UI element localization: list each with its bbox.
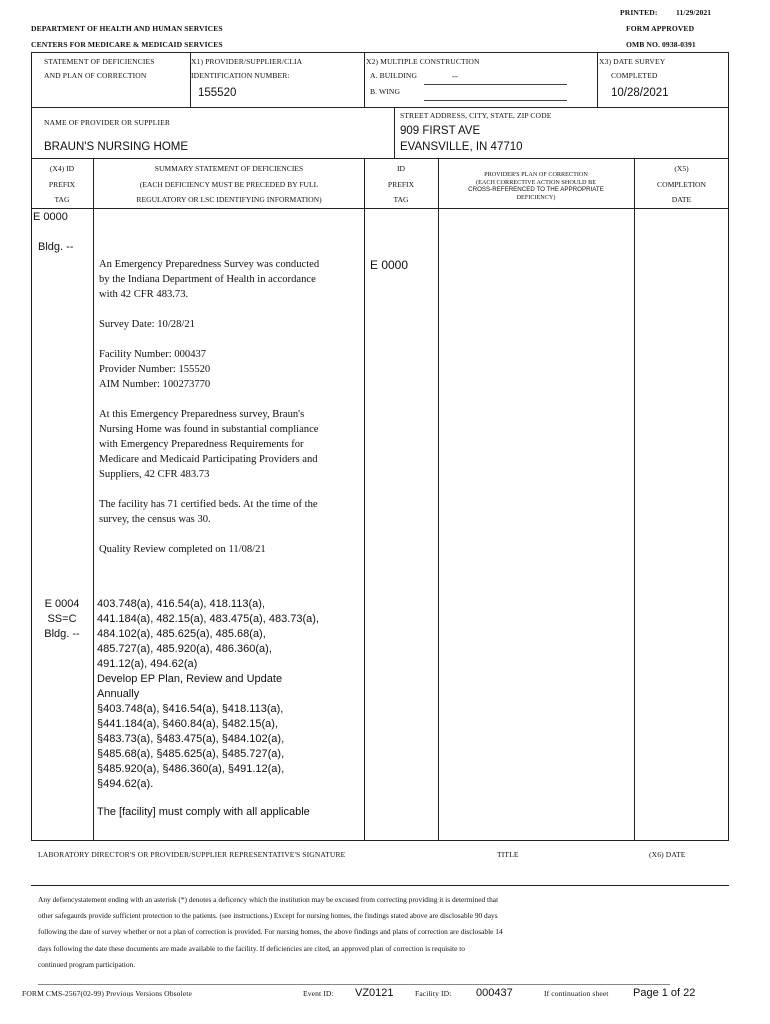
- address-label: STREET ADDRESS, CITY, STATE, ZIP CODE: [400, 111, 552, 120]
- disclaimer-line: following the date of survey whether or not a plan of correction is provided. For nursing homes, the above findings and plans of correction are disclosable 14: [38, 927, 503, 937]
- facility-id-label: Facility ID:: [415, 989, 452, 998]
- disclaimer-line: days following the date these documents are made available to the facility. If deficiencies are cited, an approved plan of correction is requisite to: [38, 943, 465, 953]
- building-label: A. BUILDING: [370, 71, 418, 80]
- signature-label: LABORATORY DIRECTOR'S OR PROVIDER/SUPPLIER REPRESENTATIVE'S SIGNATURE: [38, 850, 346, 859]
- x1-label: X1) PROVIDER/SUPPLIER/CLIA: [191, 57, 303, 66]
- disclaimer-line: Any defiencystatement ending with an asterisk (*) denotes a deficency which the institution may be excused from correcting providing it is determined that: [38, 895, 499, 904]
- survey-intro: An Emergency Preparedness Survey was conducted by the Indiana Department of Health in accordance with 42 CFR 483.73.: [99, 259, 320, 300]
- x3-label: X3) DATE SURVEY: [599, 57, 666, 66]
- facility-number: Facility Number: 000437: [99, 349, 207, 360]
- scope-severity: SS=C: [47, 613, 77, 625]
- tag-e0004-block: [33, 597, 91, 642]
- plan-header: PROVIDER'S PLAN OF CORRECTION: [484, 171, 588, 178]
- bldg-label-2: Bldg. --: [44, 628, 80, 640]
- continuation-label: If continuation sheet: [544, 989, 609, 998]
- summary-sub-header: (EACH DEFICIENCY MUST BE PRECEDED BY FULL: [139, 179, 319, 189]
- x5-date-header: DATE: [671, 195, 692, 204]
- id-prefix-header: PREFIX: [387, 179, 415, 189]
- form-number: FORM CMS-2567(02-99) Previous Versions Obsolete: [22, 989, 192, 998]
- id-header: ID: [396, 164, 405, 173]
- provider-name: BRAUN'S NURSING HOME: [44, 141, 189, 153]
- centers-title: CENTERS FOR MEDICARE & MEDICAID SERVICES: [31, 40, 223, 49]
- facility-ids: [99, 347, 327, 392]
- regulation-sections: §403.748(a), §416.54(a), §418.113(a), §441.184(a), §460.84(a), §482.15(a), §483.73(a), §483.475(a), §484.102(a), §485.68(a), §485.625(a), §485.727(a), §485.920(a), §486.360(a), §491.12(a), §494.62(a).: [97, 703, 285, 790]
- facility-id-value: 000437: [476, 987, 513, 999]
- provider-number: Provider Number: 155520: [99, 364, 211, 375]
- event-id-label: Event ID:: [303, 989, 334, 998]
- provider-id-value: 155520: [198, 87, 237, 99]
- regulation-text: [97, 597, 319, 820]
- provider-name-label: NAME OF PROVIDER OR SUPPLIER: [44, 118, 171, 127]
- id-tag-e0000: E 0000: [370, 258, 409, 272]
- plan-label: AND PLAN OF CORRECTION: [44, 71, 147, 80]
- address-street: 909 FIRST AVE: [400, 125, 481, 137]
- disclaimer-line: other safegaurds provide sufficient protection to the patients. (see instructions.) Except for nursing homes, the findings stated above are disclosable 90 days: [38, 911, 498, 921]
- x4-prefix-header: PREFIX: [48, 179, 76, 189]
- disclaimer-line: continued program participation.: [38, 959, 136, 969]
- disclaimer: [38, 892, 728, 973]
- deficiency-text: [99, 257, 327, 572]
- wing-label: B. WING: [370, 87, 401, 96]
- regulation-title: Develop EP Plan, Review and Update Annually: [97, 673, 283, 700]
- regulation-references: 403.748(a), 416.54(a), 418.113(a), 441.184(a), 482.15(a), 483.475(a), 483.73(a), 484.102(a), 485.625(a), 485.68(a), 485.727(a), 485.920(a), 486.360(a), 491.12(a), 494.62(a): [97, 598, 319, 670]
- x4-id-header: (X4) ID: [49, 164, 75, 173]
- x1-id-label: IDENTIFICATION NUMBER:: [191, 71, 290, 80]
- printed-date: 11/29/2021: [676, 8, 712, 17]
- department-title: DEPARTMENT OF HEALTH AND HUMAN SERVICES: [31, 24, 223, 33]
- x5-header: (X5): [674, 164, 689, 173]
- summary-header: SUMMARY STATEMENT OF DEFICIENCIES: [154, 164, 304, 173]
- aim-number: AIM Number: 100273770: [99, 379, 211, 390]
- statement-label: STATEMENT OF DEFICIENCIES: [44, 57, 155, 66]
- x2-label: X2) MULTIPLE CONSTRUCTION: [366, 57, 480, 66]
- printed-label: PRINTED:: [620, 8, 658, 17]
- quality-review: Quality Review completed on 11/08/21: [99, 544, 266, 555]
- x3-completed-label: COMPLETED: [611, 71, 658, 80]
- regulation-requirement: The [facility] must comply with all applicable: [97, 806, 310, 818]
- building-value: --: [452, 71, 458, 81]
- survey-date: Survey Date: 10/28/21: [99, 319, 195, 330]
- plan-cross-header: CROSS-REFERENCED TO THE APPROPRIATE: [468, 186, 604, 194]
- census-statement: The facility has 71 certified beds. At the time of the survey, the census was 30.: [99, 499, 318, 525]
- id-tag-header: TAG: [393, 195, 409, 204]
- title-label: TITLE: [497, 850, 519, 859]
- page-number: Page 1 of 22: [633, 987, 696, 999]
- event-id-value: VZ0121: [355, 987, 394, 999]
- x5-completion-header: COMPLETION: [657, 179, 706, 189]
- plan-sub-header: (EACH CORRECTIVE ACTION SHOULD BE: [476, 178, 596, 186]
- date-survey-value: 10/28/2021: [611, 87, 669, 99]
- omb-number: OMB NO. 0938-0391: [626, 40, 696, 49]
- compliance-statement: At this Emergency Preparedness survey, Braun's Nursing Home was found in substantial compliance with Emergency Preparedness Requirements for Medicare and Medicaid Participating Providers and Suppliers, 42 CFR 483.73: [99, 409, 319, 480]
- form-approved: FORM APPROVED: [626, 24, 695, 33]
- summary-reg-header: REGULATORY OR LSC IDENTIFYING INFORMATION): [136, 195, 322, 204]
- plan-deficiency-header: DEFICIENCY): [516, 193, 556, 201]
- x4-tag-header: TAG: [54, 195, 70, 204]
- bldg-label: Bldg. --: [38, 241, 74, 253]
- x6-date-label: (X6) DATE: [649, 850, 686, 859]
- tag-e0000: E 0000: [33, 211, 68, 223]
- address-city: EVANSVILLE, IN 47710: [400, 141, 523, 153]
- tag-e0004: E 0004: [44, 598, 80, 610]
